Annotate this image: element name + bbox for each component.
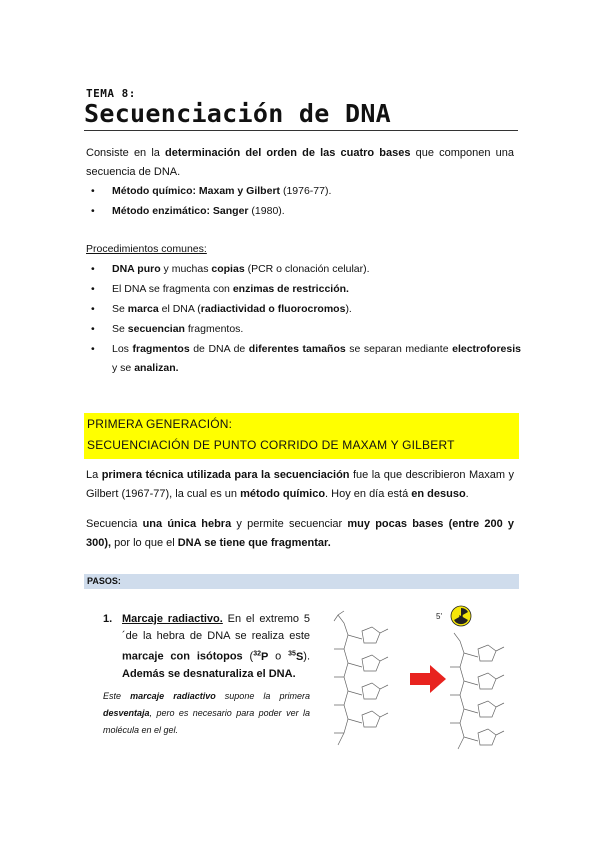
maxam-gilbert-paragraph: La primera técnica utilizada para la secuenciación fue la que describieron Maxam y Gilbert (1967-77), la cual es un método químico. Hoy en día está en desuso. [86, 469, 514, 500]
right-arrow-icon [410, 665, 446, 693]
page-title: Secuenciación de DNA [84, 99, 392, 128]
step-1: 1. Marcaje radiactivo. En el extremo 5´de la hebra de DNA se realiza este marcaje con isótopos ($^{32}$P o $^{35}$S). Además se desnaturaliza el DNA. [103, 613, 311, 680]
topic-label: TEMA 8: [86, 87, 136, 100]
method-item-chemical: • Método químico: Maxam y Gilbert (1976-77). [91, 182, 521, 201]
steps-header-bar [84, 574, 519, 589]
bullet-icon: • [91, 303, 95, 315]
radioactive-icon [451, 606, 471, 626]
procedure-item-fragment: • El DNA se fragmenta con enzimas de restricción. [91, 280, 521, 299]
procedures-heading: Procedimientos comunes: [86, 243, 207, 255]
procedure-item-sequence: • Se secuencian fragmentos. [91, 320, 521, 339]
procedure-item-label: • Se marca el DNA (radiactividad o fluorocromos). [91, 300, 521, 319]
step-title: Marcaje radiactivo. [122, 613, 223, 625]
bullet-icon: • [91, 343, 95, 355]
step-1-note: Este marcaje radiactivo supone la primera desventaja, pero es necesario para poder ver la molécula en el gel. [103, 691, 310, 735]
bullet-icon: • [91, 185, 95, 197]
five-prime-label: 5' [436, 612, 442, 621]
dna-strand-labeled [450, 633, 504, 749]
procedure-item-pure-dna: • DNA puro y muchas copias (PCR o clonación celular). [91, 260, 521, 279]
banner-generation: PRIMERA GENERACIÓN: [87, 417, 233, 431]
steps-label: PASOS: [87, 576, 121, 586]
dna-strand-unlabeled [334, 611, 388, 745]
bullet-icon: • [91, 205, 95, 217]
banner-method: SECUENCIACIÓN DE PUNTO CORRIDO DE MAXAM Y GILBERT [87, 438, 455, 452]
dna-labeling-figure [324, 605, 524, 755]
bullet-icon: • [91, 323, 95, 335]
section-banner [84, 413, 519, 459]
procedure-item-electrophoresis: • Los fragmentos de DNA de diferentes tamaños se separan mediante electroforesis y se analizan. [91, 340, 521, 378]
title-underline [84, 130, 518, 131]
method-item-enzymatic: • Método enzimático: Sanger (1980). [91, 202, 521, 221]
bullet-icon: • [91, 263, 95, 275]
bullet-icon: • [91, 283, 95, 295]
single-strand-paragraph: Secuencia una única hebra y permite secuenciar muy pocas bases (entre 200 y 300), por lo que el DNA se tiene que fragmentar. [86, 518, 514, 549]
intro-paragraph: Consiste en la determinación del orden de las cuatro bases que componen una secuencia de DNA. [86, 147, 514, 178]
step-number: 1. [103, 613, 113, 625]
